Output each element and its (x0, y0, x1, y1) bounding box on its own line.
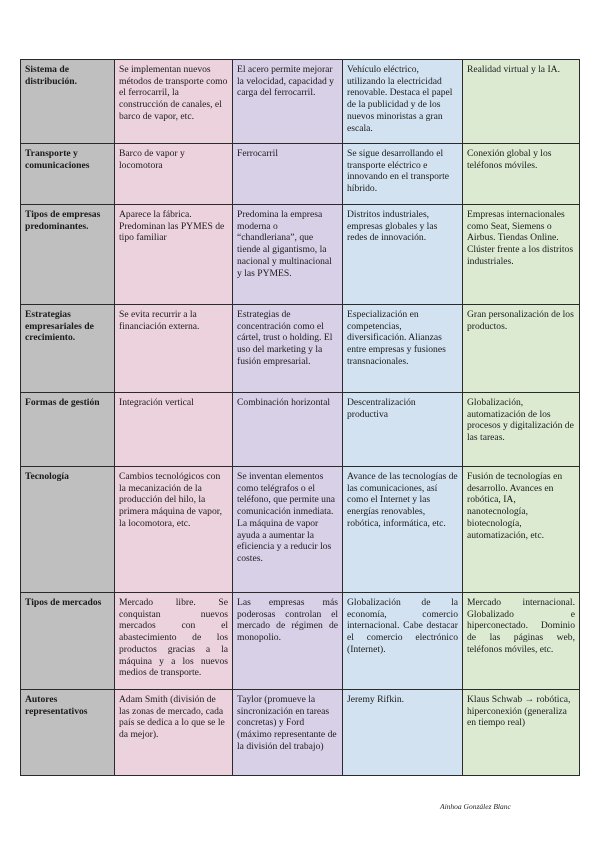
row-heading: Tipos de empresas predominantes. (21, 205, 115, 305)
row-heading: Formas de gestión (21, 393, 115, 467)
cell-col2: Las empresas más poderosas controlan el mercado de régimen de monopolio. (233, 593, 343, 690)
row-heading: Transporte y comunicaciones (21, 144, 115, 205)
table-row (21, 593, 580, 690)
cell-col4: Klaus Schwab → robótica, hiperconexión (generaliza en tiempo real) (463, 690, 580, 776)
cell-col4: Fusión de tecnologías en desarrollo. Avances en robótica, IA, nanotecnología, biotecnología, automatización, etc. (463, 467, 580, 593)
cell-col3: Avance de las tecnologías de las comunicaciones, así como el Internet y las energías renovables, robótica, informática, etc. (343, 467, 463, 593)
cell-col1: Barco de vapor y locomotora (115, 144, 233, 205)
row-heading: Sistema de distribución. (21, 60, 115, 144)
cell-col3: Globalización de la economía, comercio internacional. Cabe destacar el comercio electrónico (Internet). (343, 593, 463, 690)
cell-col4: Realidad virtual y la IA. (463, 60, 580, 144)
row-heading: Estrategias empresariales de crecimiento. (21, 305, 115, 393)
author-signature: Ainhoa González Blanc (440, 802, 511, 811)
cell-col1: Aparece la fábrica. Predominan las PYMES de tipo familiar (115, 205, 233, 305)
cell-col3: Especialización en competencias, diversificación. Alianzas entre empresas y fusiones transnacionales. (343, 305, 463, 393)
table-row (21, 690, 580, 776)
row-heading: Autores representativos (21, 690, 115, 776)
row-heading: Tipos de mercados (21, 593, 115, 690)
cell-col2: Predomina la empresa moderna o “chandleriana”, que tiende al gigantismo, la nacional y multinacional y las PYMES. (233, 205, 343, 305)
row-heading: Tecnología (21, 467, 115, 593)
table-row (21, 205, 580, 305)
cell-col4: Mercado internacional. Globalizado e hiperconectado. Dominio de las páginas web, teléfonos móviles, etc. (463, 593, 580, 690)
table-row (21, 393, 580, 467)
table-row (21, 60, 580, 144)
table-row (21, 467, 580, 593)
industrial-revolutions-table (20, 59, 580, 776)
cell-col1: Cambios tecnológicos con la mecanización de la producción del hilo, la primera máquina de vapor, la locomotora, etc. (115, 467, 233, 593)
table-row (21, 144, 580, 205)
cell-col1: Integración vertical (115, 393, 233, 467)
cell-col1: Se implementan nuevos métodos de transporte como el ferrocarril, la construcción de canales, el barco de vapor, etc. (115, 60, 233, 144)
cell-col4: Globalización, automatización de los procesos y digitalización de las tareas. (463, 393, 580, 467)
cell-col4: Gran personalización de los productos. (463, 305, 580, 393)
cell-col2: Estrategias de concentración como el cártel, trust o holding. El uso del marketing y la fusión empresarial. (233, 305, 343, 393)
cell-col3: Vehículo eléctrico, utilizando la electricidad renovable. Destaca el papel de la publicidad y de los nuevos minoristas a gran escala. (343, 60, 463, 144)
cell-col2: El acero permite mejorar la velocidad, capacidad y carga del ferrocarril. (233, 60, 343, 144)
table-row (21, 305, 580, 393)
cell-col1: Adam Smith (división de las zonas de mercado, cada país se dedica a lo que se le da mejor). (115, 690, 233, 776)
cell-col2: Se inventan elementos como telégrafos o el teléfono, que permite una comunicación inmediata. La máquina de vapor ayuda a aumentar la eficiencia y a reducir los costes. (233, 467, 343, 593)
cell-col3: Se sigue desarrollando el transporte eléctrico e innovando en el transporte híbrido. (343, 144, 463, 205)
cell-col1: Se evita recurrir a la financiación externa. (115, 305, 233, 393)
cell-col3: Jeremy Rifkin. (343, 690, 463, 776)
cell-col1: Mercado libre. Se conquistan nuevos mercados con el abastecimiento de los productos gracias a la máquina y a los nuevos medios de transporte. (115, 593, 233, 690)
comparison-table-container (20, 59, 580, 776)
cell-col3: Distritos industriales, empresas globales y las redes de innovación. (343, 205, 463, 305)
cell-col2: Combinación horizontal (233, 393, 343, 467)
cell-col4: Conexión global y los teléfonos móviles. (463, 144, 580, 205)
cell-col3: Descentralización productiva (343, 393, 463, 467)
cell-col4: Empresas internacionales como Seat, Siemens o Airbus. Tiendas Online. Clúster frente a los distritos industriales. (463, 205, 580, 305)
cell-col2: Taylor (promueve la sincronización en tareas concretas) y Ford (máximo representante de la división del trabajo) (233, 690, 343, 776)
cell-col2: Ferrocarril (233, 144, 343, 205)
